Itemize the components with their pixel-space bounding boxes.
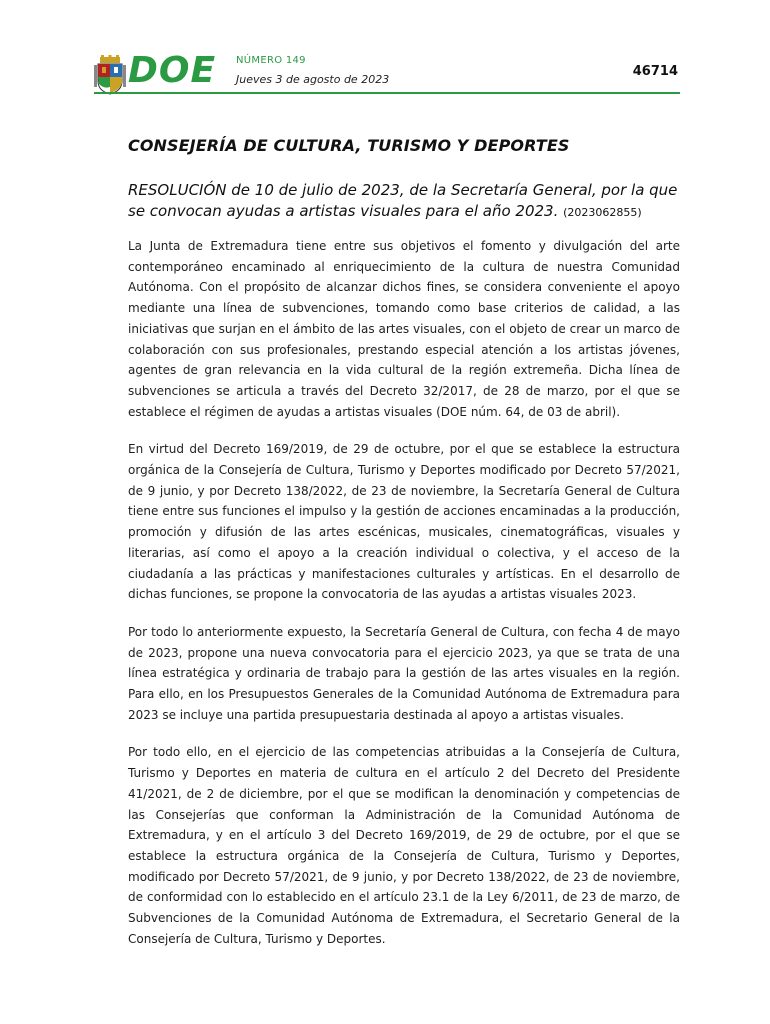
paragraph: La Junta de Extremadura tiene entre sus objetivos el fomento y divulgación del arte contemporáneo encaminado al enriquecimiento de la cultura de nuestra Comunidad Autónoma. Con el propósito de alcanzar dichos fines, se considera conveniente el apoyo mediante una línea de subvenciones, tomando como base criterios de calidad, a las iniciativas que surjan en el ámbito de las artes visuales, con el objeto de crear un marco de colaboración con sus profesionales, prestando especial atención a los artistas jóvenes, agentes de gran relevancia en la vida cultural de la región extremeña. Dicha línea de subvenciones se articula a través del Decreto 32/2017, de 28 de marzo, por el que se establece el régimen de ayudas a artistas visuales (DOE núm. 64, de 03 de abril). xyxy=(128,239,680,419)
section-title: CONSEJERÍA DE CULTURA, TURISMO Y DEPORTES xyxy=(128,136,570,155)
header-divider xyxy=(94,92,680,94)
resolution-heading xyxy=(128,180,684,223)
paragraph: Por todo ello, en el ejercicio de las competencias atribuidas a la Consejería de Cultura, Turismo y Deportes en materia de cultura en el artículo 2 del Decreto del Presidente 41/2021, de 2 de diciembre, por el que se modifican la denominación y competencias de las Consejerías que conforman la Administración de la Comunidad Autónoma de Extremadura, y en el artículo 3 del Decreto 169/2019, de 29 de octubre, por el que se establece la estructura orgánica de la Consejería de Cultura, Turismo y Deportes, modificado por Decreto 57/2021, de 9 junio, y por Decreto 138/2022, de 23 de noviembre, de conformidad con lo establecido en el artículo 23.1 de la Ley 6/2011, de 23 de marzo, de Subvenciones de la Comunidad Autónoma de Extremadura, el Secretario General de la Consejería de Cultura, Turismo y Deportes. xyxy=(128,745,680,946)
resolution-reference: (2023062855) xyxy=(563,206,642,219)
resolution-title: RESOLUCIÓN de 10 de julio de 2023, de la Secretaría General, por la que se convocan ayudas a artistas visuales para el año 2023. xyxy=(128,181,678,220)
page-header xyxy=(94,52,680,94)
issue-date: Jueves 3 de agosto de 2023 xyxy=(236,73,390,86)
page-number: 46714 xyxy=(632,64,678,79)
coat-of-arms-icon xyxy=(94,55,126,95)
document-body xyxy=(128,236,680,967)
paragraph: Por todo lo anteriormente expuesto, la Secretaría General de Cultura, con fecha 4 de mayo de 2023, propone una nueva convocatoria para el ejercicio 2023, ya que se trata de una línea estratégica y ordinaria de trabajo para la gestión de las artes visuales en la región. Para ello, en los Presupuestos Generales de la Comunidad Autónoma de Extremadura para 2023 se incluye una partida presupuestaria destinada al apoyo a artistas visuales. xyxy=(128,624,680,722)
doe-logo: DOE xyxy=(128,50,217,91)
issue-number: NÚMERO 149 xyxy=(236,55,306,66)
paragraph: En virtud del Decreto 169/2019, de 29 de octubre, por el que se establece la estructura orgánica de la Consejería de Cultura, Turismo y Deportes modificado por Decreto 57/2021, de 9 junio, y por Decreto 138/2022, de 23 de noviembre, la Secretaría General de Cultura tiene entre sus funciones el impulso y la gestión de acciones encaminadas a la producción, promoción y difusión de las artes escénicas, musicales, cinematográficas, visuales y literarias, así como el apoyo a la creación individual o colectiva, y el acceso de la ciudadanía a las prácticas y manifestaciones culturales y artísticas. En el desarrollo de dichas funciones, se propone la convocatoria de las ayudas a artistas visuales 2023. xyxy=(128,442,680,602)
